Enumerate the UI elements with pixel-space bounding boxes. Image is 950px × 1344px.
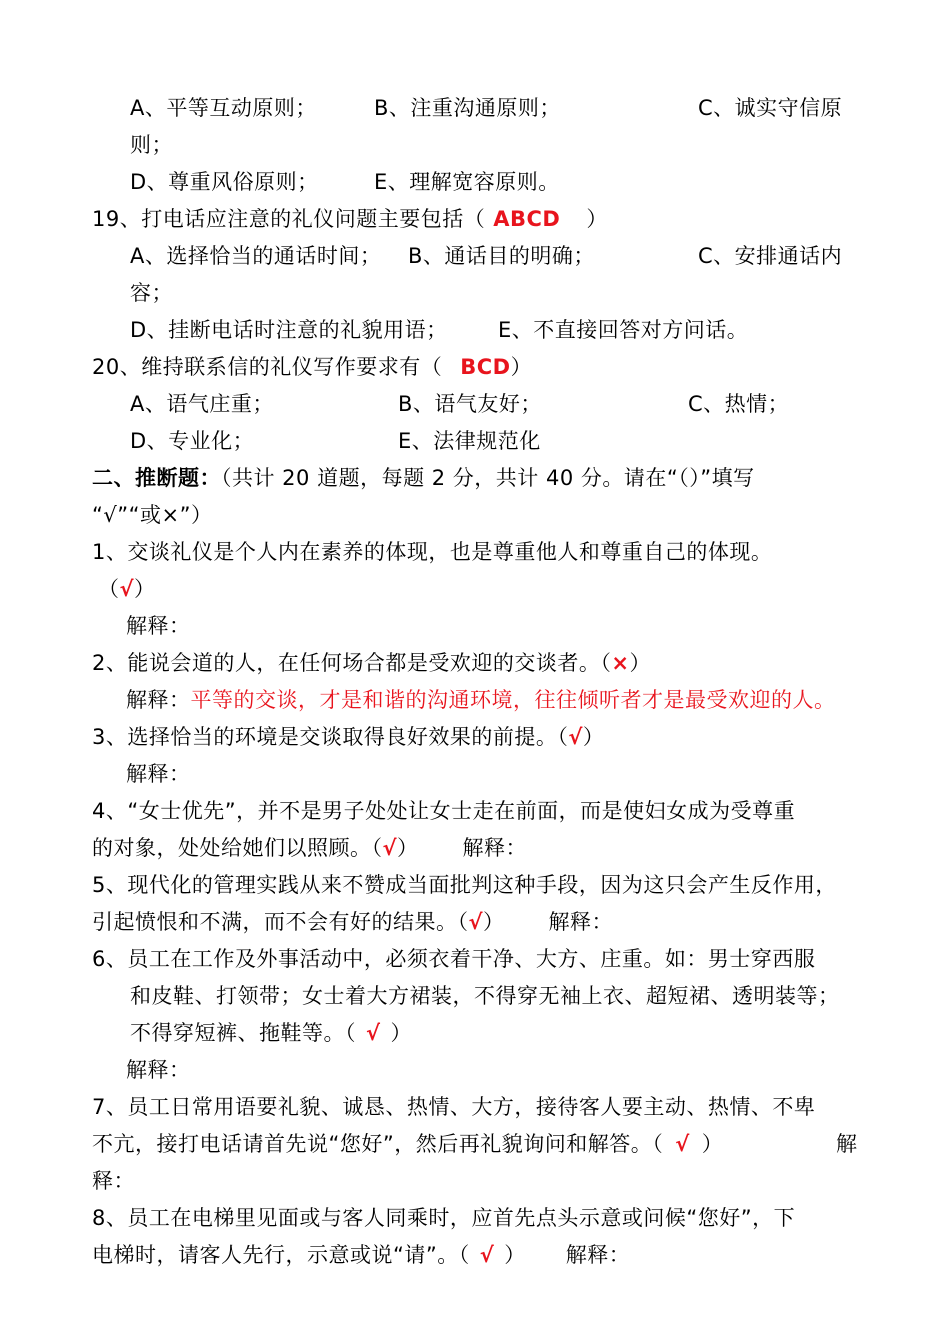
- q19-option-c-cont: 容；: [130, 281, 173, 305]
- q20-option-e: E、法律规范化: [398, 429, 541, 453]
- section-2-desc-cont: “√”“或×”）: [92, 503, 213, 527]
- q20-option-c: C、热情；: [688, 392, 790, 416]
- item-8-explanation: 解释：: [565, 1243, 631, 1267]
- q19-option-b: B、通话目的明确；: [408, 244, 595, 268]
- q20-stem: [92, 352, 532, 382]
- q18-option-d: D、尊重风俗原则；: [130, 170, 319, 194]
- item-7-explanation-a: 解: [836, 1132, 858, 1156]
- q20-option-d: D、专业化；: [130, 429, 255, 453]
- item-1-mark: √: [119, 577, 135, 601]
- item-6-explanation: 解释：: [126, 1058, 191, 1082]
- item-7-line-1: 7、员工日常用语要礼貌、诚恳、热情、大方，接待客人要主动、热情、不卑: [92, 1095, 816, 1119]
- item-8-mark: √: [479, 1243, 495, 1267]
- q20-stem-text: 20、维持联系信的礼仪写作要求有（: [92, 355, 443, 379]
- item-4-explanation: 解释：: [462, 836, 528, 860]
- section-2-title: 二、推断题：: [92, 466, 221, 490]
- item-8-line-1: 8、员工在电梯里见面或与客人同乘时，应首先点头示意或问候“您好”，下: [92, 1206, 796, 1230]
- item-2-explanation: [126, 685, 836, 715]
- q19-option-e: E、不直接回答对方问话。: [498, 318, 749, 342]
- item-1-explanation: 解释：: [126, 614, 191, 638]
- item-6-line-3: 不得穿短裤、拖鞋等。（ √ ）: [130, 1021, 413, 1045]
- item-3-text: 3、选择恰当的环境是交谈取得良好效果的前提。（√）: [92, 725, 605, 749]
- q19-stem: [92, 204, 608, 234]
- item-3-mark: √: [568, 725, 583, 749]
- item-7-explanation-b: 释：: [92, 1169, 135, 1193]
- item-4-line-1: 4、“女士优先”，并不是男子处处让女士走在前面，而是使妇女成为受尊重: [92, 799, 796, 823]
- q19-stem-close: ）: [586, 207, 608, 231]
- q19-option-a: A、选择恰当的通话时间；: [130, 244, 382, 268]
- q19-option-d: D、挂断电话时注意的礼貌用语；: [130, 318, 448, 342]
- q20-option-a: A、语气庄重；: [130, 392, 274, 416]
- item-5-mark: √: [468, 910, 484, 934]
- item-5-line-1: 5、现代化的管理实践从来不赞成当面批判这种手段，因为这只会产生反作用，: [92, 873, 837, 897]
- section-2-desc: （共计 20 道题，每题 2 分，共计 40 分。请在“（）”填写: [221, 466, 755, 490]
- q18-option-c: C、诚实守信原: [698, 96, 843, 120]
- q18-option-b: B、注重沟通原则；: [374, 96, 561, 120]
- q19-stem-text: 19、打电话应注意的礼仪问题主要包括（: [92, 207, 486, 231]
- item-5-explanation: 解释：: [548, 910, 614, 934]
- item-8-line-2: 电梯时，请客人先行，示意或说“请”。（ √ ） 解释：: [92, 1243, 631, 1267]
- item-4-line-2: 的对象，处处给她们以照顾。（√） 解释：: [92, 836, 528, 860]
- item-1-text: 1、交谈礼仪是个人内在素养的体现，也是尊重他人和尊重自己的体现。: [92, 540, 773, 564]
- q20-answer: BCD: [460, 355, 511, 379]
- q18-option-a: A、平等互动原则；: [130, 96, 317, 120]
- item-6-mark: √: [366, 1021, 381, 1045]
- item-6-line-1: 6、员工在工作及外事活动中，必须衣着干净、大方、庄重。如：男士穿西服: [92, 947, 816, 971]
- section-2-heading: [92, 463, 755, 493]
- item-2-text: 2、能说会道的人，在任何场合都是受欢迎的交谈者。（×）: [92, 651, 651, 675]
- item-7-line-2: 不亢，接打电话请首先说“您好”，然后再礼貌询问和解答。（ √ ）: [92, 1132, 724, 1156]
- item-6-line-2: 和皮鞋、打领带；女士着大方裙装，不得穿无袖上衣、超短裙、透明装等；: [130, 984, 840, 1008]
- item-2-explanation-text: 平等的交谈，才是和谐的沟通环境，往往倾听者才是最受欢迎的人。: [190, 688, 836, 712]
- item-7-mark: √: [675, 1132, 690, 1156]
- item-2-explanation-label: 解释：: [126, 688, 191, 712]
- item-3-explanation: 解释：: [126, 762, 191, 786]
- q19-answer: ABCD: [493, 207, 561, 231]
- q20-stem-close: ）: [510, 355, 533, 379]
- item-2-mark: ×: [611, 651, 630, 675]
- q18-option-c-cont: 则；: [130, 133, 173, 157]
- item-4-mark: √: [382, 836, 398, 860]
- item-1-answer: （√）: [98, 577, 156, 601]
- q18-option-e: E、理解宽容原则。: [374, 170, 560, 194]
- q19-option-c: C、安排通话内: [698, 244, 843, 268]
- item-5-line-2: 引起愤恨和不满，而不会有好的结果。（√） 解释：: [92, 910, 614, 934]
- q20-option-b: B、语气友好；: [398, 392, 542, 416]
